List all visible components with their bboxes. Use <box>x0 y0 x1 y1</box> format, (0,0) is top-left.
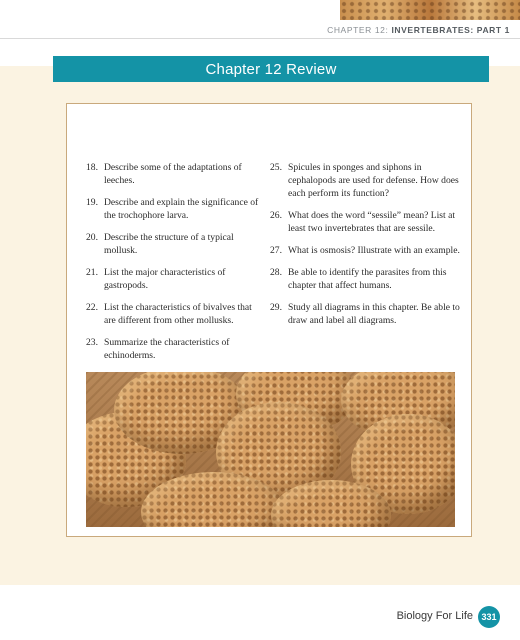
questions-right-column <box>270 161 460 336</box>
question-item <box>270 266 460 292</box>
question-item <box>270 301 460 327</box>
page-title: Chapter 12 Review <box>205 60 337 78</box>
question-text: List the characteristics of bivalves that are different from other mollusks. <box>104 302 252 326</box>
question-number: 19. <box>86 197 98 208</box>
question-item <box>86 266 262 292</box>
question-text: Spicules in sponges and siphons in cephalopods are used for defense. How does each perform its function? <box>288 162 459 199</box>
chapter-name: INVERTEBRATES: PART 1 <box>391 25 510 35</box>
question-text: List the major characteristics of gastropods. <box>104 267 226 291</box>
question-item <box>86 231 262 257</box>
sponges-basket-photo <box>86 372 455 527</box>
question-number: 27. <box>270 245 282 256</box>
question-item <box>86 301 262 327</box>
chapter-header <box>327 25 510 35</box>
question-item <box>270 209 460 235</box>
question-item <box>86 196 262 222</box>
question-item <box>86 161 262 187</box>
question-number: 25. <box>270 162 282 173</box>
question-number: 28. <box>270 267 282 278</box>
footer-book-title: Biology For Life <box>396 610 473 622</box>
question-text: Describe the structure of a typical mollusk. <box>104 232 234 256</box>
question-number: 29. <box>270 302 282 313</box>
question-number: 20. <box>86 232 98 243</box>
question-text: What does the word “sessile” mean? List at least two invertebrates that are sessile. <box>288 210 456 234</box>
questions-left-column <box>86 161 262 371</box>
question-text: Summarize the characteristics of echinoderms. <box>104 337 230 361</box>
question-number: 21. <box>86 267 98 278</box>
question-text: Describe some of the adaptations of leeches. <box>104 162 242 186</box>
header-divider <box>0 38 520 39</box>
question-number: 18. <box>86 162 98 173</box>
question-text: Be able to identify the parasites from this chapter that affect humans. <box>288 267 447 291</box>
question-item <box>270 161 460 200</box>
header-sponge-photo-strip <box>340 0 520 20</box>
question-number: 22. <box>86 302 98 313</box>
question-item <box>86 336 262 362</box>
review-content-box <box>66 103 472 537</box>
question-text: Study all diagrams in this chapter. Be able to draw and label all diagrams. <box>288 302 460 326</box>
question-number: 26. <box>270 210 282 221</box>
chapter-prefix: CHAPTER 12: <box>327 25 389 35</box>
question-item <box>270 244 460 257</box>
question-number: 23. <box>86 337 98 348</box>
question-text: What is osmosis? Illustrate with an example. <box>288 245 460 256</box>
question-text: Describe and explain the significance of the trochophore larva. <box>104 197 259 221</box>
review-title-bar <box>53 56 489 82</box>
page-number-badge: 331 <box>478 606 500 628</box>
